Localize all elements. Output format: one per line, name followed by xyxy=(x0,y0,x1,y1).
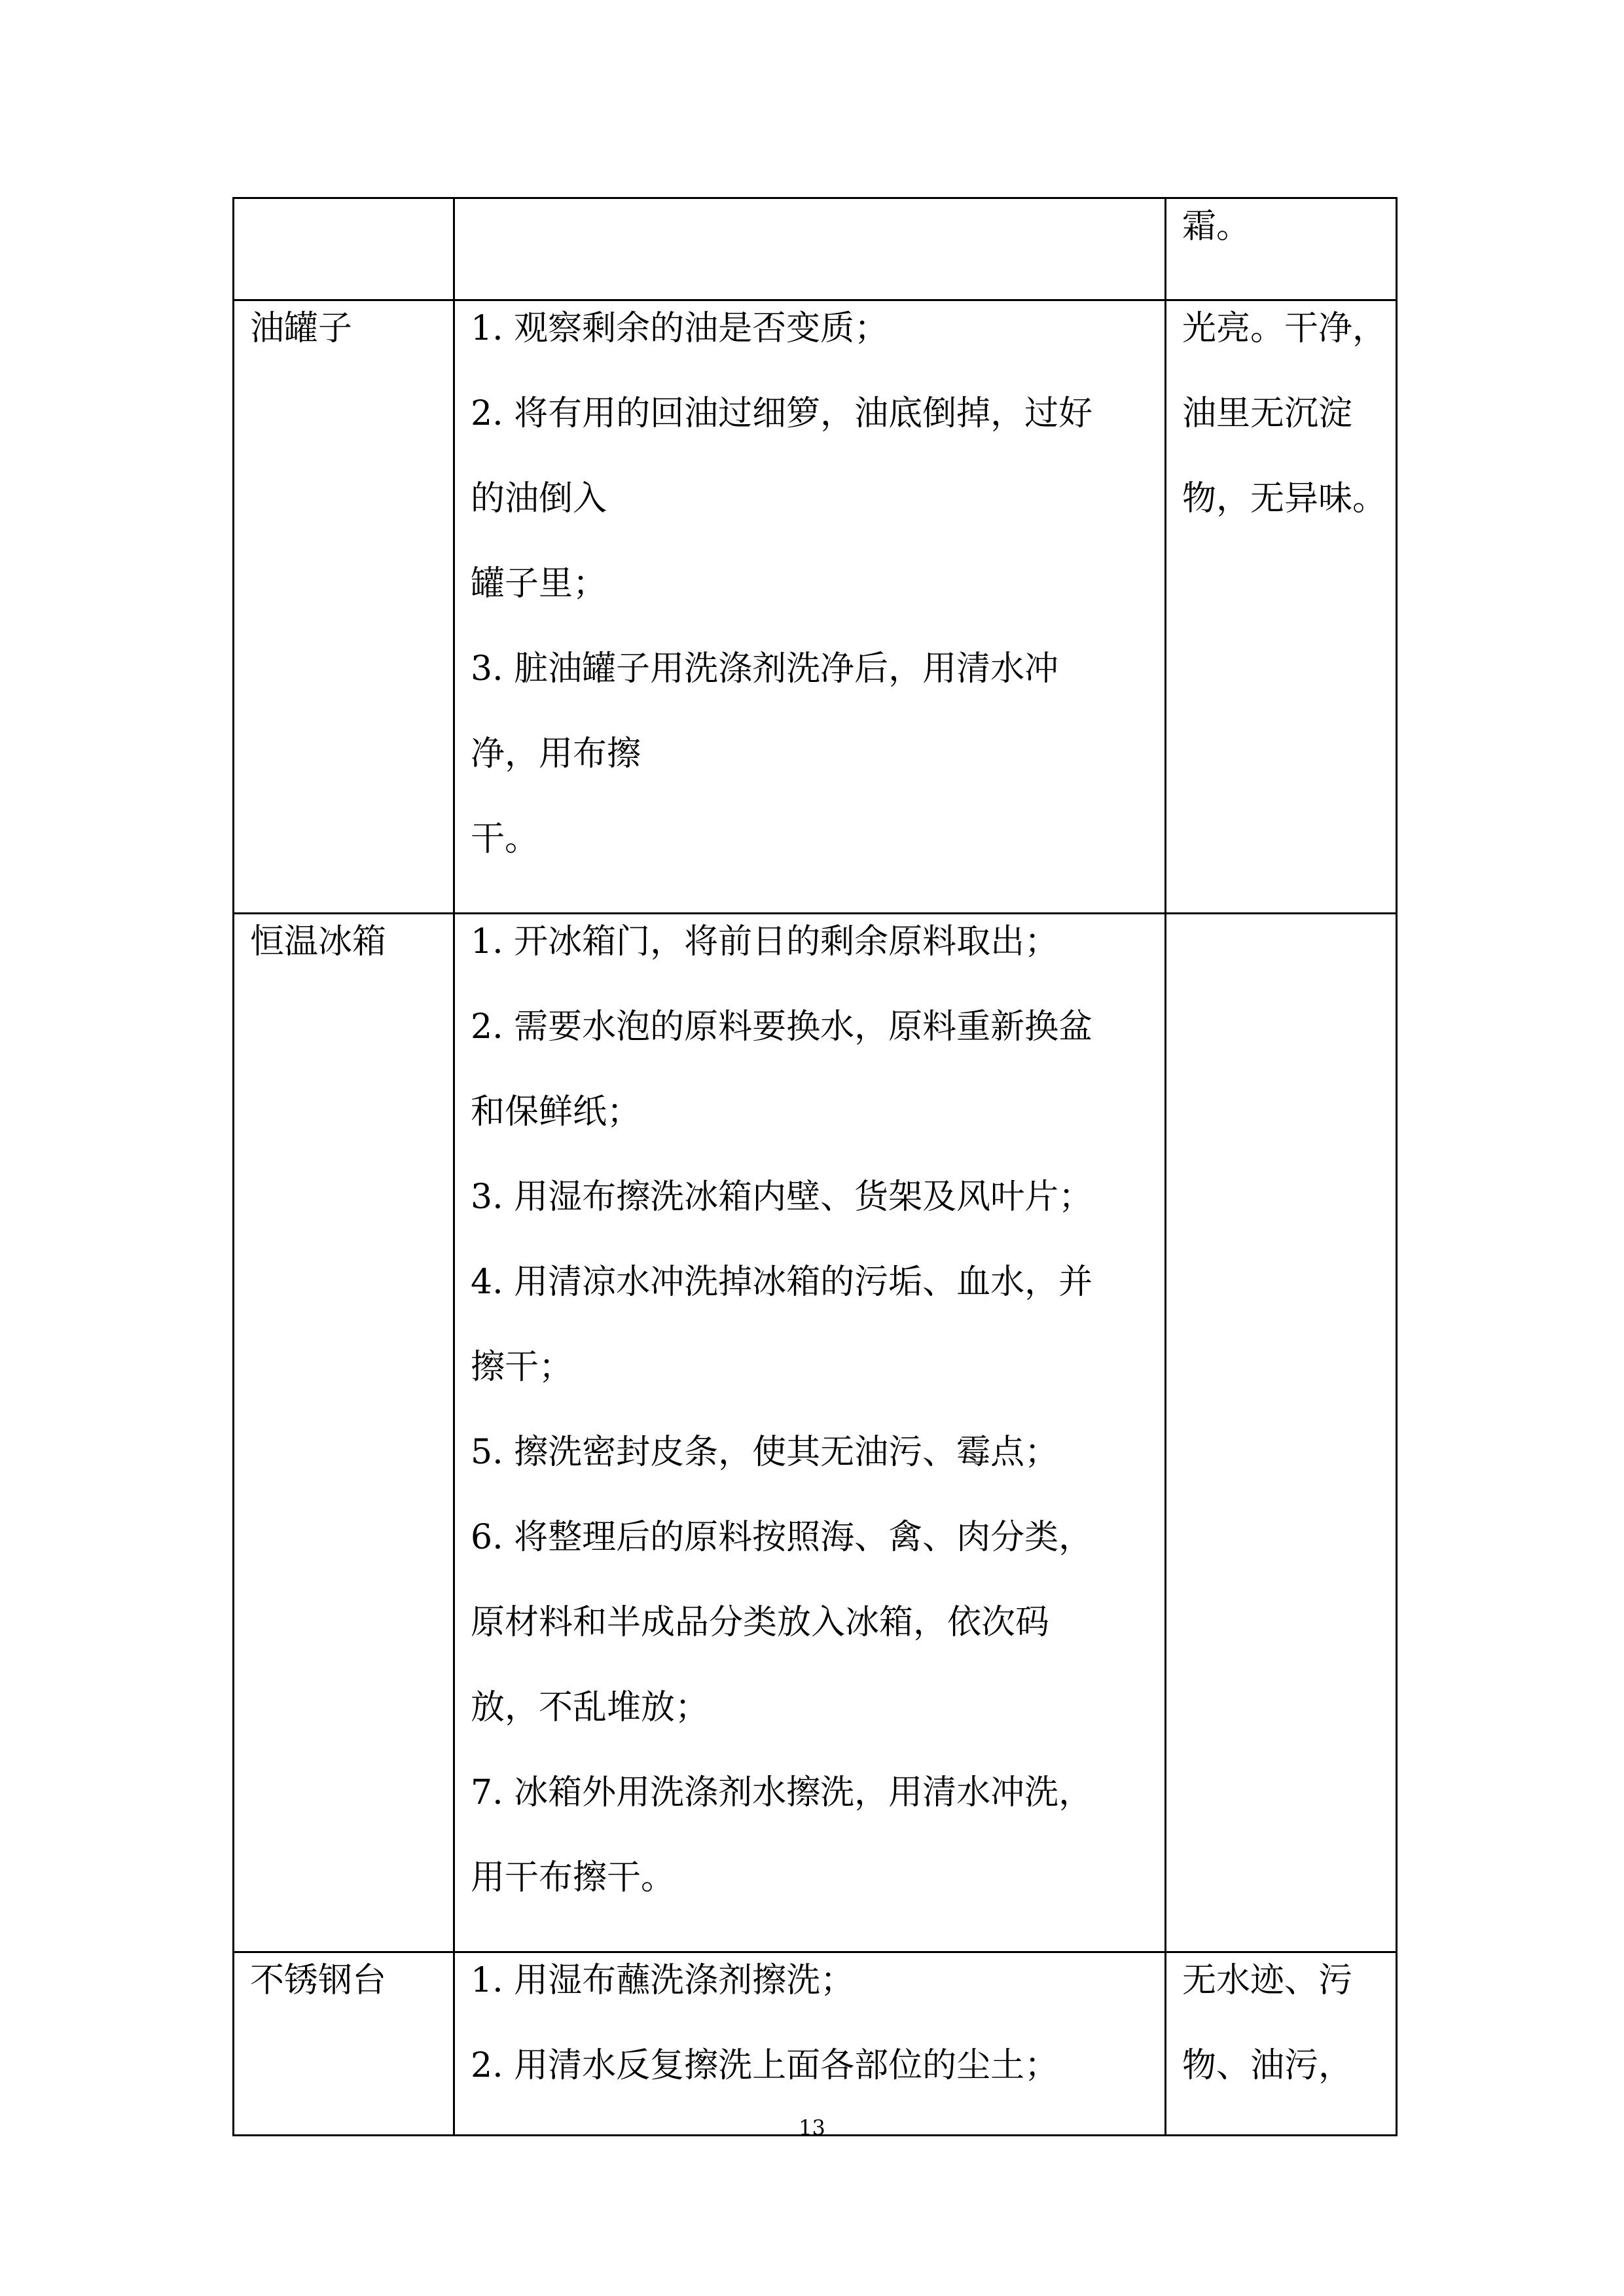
text-line: 2. 需要水泡的原料要换水，原料重新换盆 xyxy=(471,1007,1093,1047)
text-line: 无水迹、污 xyxy=(1182,1961,1353,2000)
cell-text xyxy=(250,1938,440,2023)
cleaning-standards-table xyxy=(232,197,1398,2136)
text-line: 净，用布擦 xyxy=(471,734,641,774)
page-number: 13 xyxy=(799,2115,825,2140)
standard-cell xyxy=(1166,1952,1397,2136)
item-cell xyxy=(234,1952,454,2136)
cell-text xyxy=(471,899,1151,1920)
text-line: 4. 用清凉水冲洗掉冰箱的污垢、血水，并 xyxy=(471,1263,1093,1302)
standard-cell xyxy=(1166,300,1397,914)
item-cell xyxy=(234,198,454,300)
cell-text xyxy=(250,286,440,371)
cell-text xyxy=(1182,184,1382,269)
item-cell xyxy=(234,914,454,1952)
text-line: 放，不乱堆放； xyxy=(471,1688,710,1727)
standard-cell xyxy=(1166,198,1397,300)
text-line: 1. 观察剩余的油是否变质； xyxy=(471,309,889,348)
text-line: 不锈钢台 xyxy=(250,1961,387,2000)
text-line: 用干布擦干。 xyxy=(471,1858,676,1897)
cell-text xyxy=(1182,286,1387,541)
text-line: 物、油污， xyxy=(1182,2046,1353,2085)
text-line: 6. 将整理后的原料按照海、禽、肉分类， xyxy=(471,1518,1093,1557)
item-cell xyxy=(234,300,454,914)
text-line: 干。 xyxy=(471,819,539,859)
text-line: 3. 脏油罐子用洗涤剂洗净后，用清水冲 xyxy=(471,649,1059,689)
steps-cell xyxy=(454,1952,1166,2136)
text-line: 油罐子 xyxy=(250,309,353,348)
steps-cell xyxy=(454,914,1166,1952)
cell-text xyxy=(250,899,440,984)
text-line: 擦干； xyxy=(471,1348,573,1387)
text-line: 的油倒入 xyxy=(471,479,607,518)
table-row xyxy=(234,1952,1397,2136)
table-row xyxy=(234,300,1397,914)
text-line: 和保鲜纸； xyxy=(471,1092,641,1132)
text-line: 霜。 xyxy=(1182,207,1251,246)
steps-cell xyxy=(454,300,1166,914)
table-row xyxy=(234,198,1397,300)
steps-cell xyxy=(454,198,1166,300)
text-line: 1. 用湿布蘸洗涤剂擦洗； xyxy=(471,1961,855,2000)
standard-cell xyxy=(1166,914,1397,1952)
text-line: 3. 用湿布擦洗冰箱内壁、货架及风叶片； xyxy=(471,1177,1093,1217)
text-line: 原材料和半成品分类放入冰箱，依次码 xyxy=(471,1603,1050,1642)
text-line: 光亮。干净， xyxy=(1182,309,1387,348)
text-line: 油里无沉淀 xyxy=(1182,394,1353,433)
text-line: 恒温冰箱 xyxy=(250,922,387,961)
text-line: 5. 擦洗密封皮条，使其无油污、霉点； xyxy=(471,1433,1059,1472)
text-line: 物，无异味。 xyxy=(1182,479,1387,518)
text-line: 罐子里； xyxy=(471,564,607,603)
text-line: 1. 开冰箱门，将前日的剩余原料取出； xyxy=(471,922,1059,961)
text-line: 2. 将有用的回油过细箩，油底倒掉，过好 xyxy=(471,394,1093,433)
text-line: 2. 用清水反复擦洗上面各部位的尘土； xyxy=(471,2046,1059,2085)
cell-text xyxy=(471,1938,1151,2108)
cell-text xyxy=(1182,1938,1382,2108)
cell-text xyxy=(471,286,1151,882)
table-body xyxy=(234,198,1397,2136)
text-line: 7. 冰箱外用洗涤剂水擦洗，用清水冲洗， xyxy=(471,1773,1093,1812)
table-row xyxy=(234,914,1397,1952)
